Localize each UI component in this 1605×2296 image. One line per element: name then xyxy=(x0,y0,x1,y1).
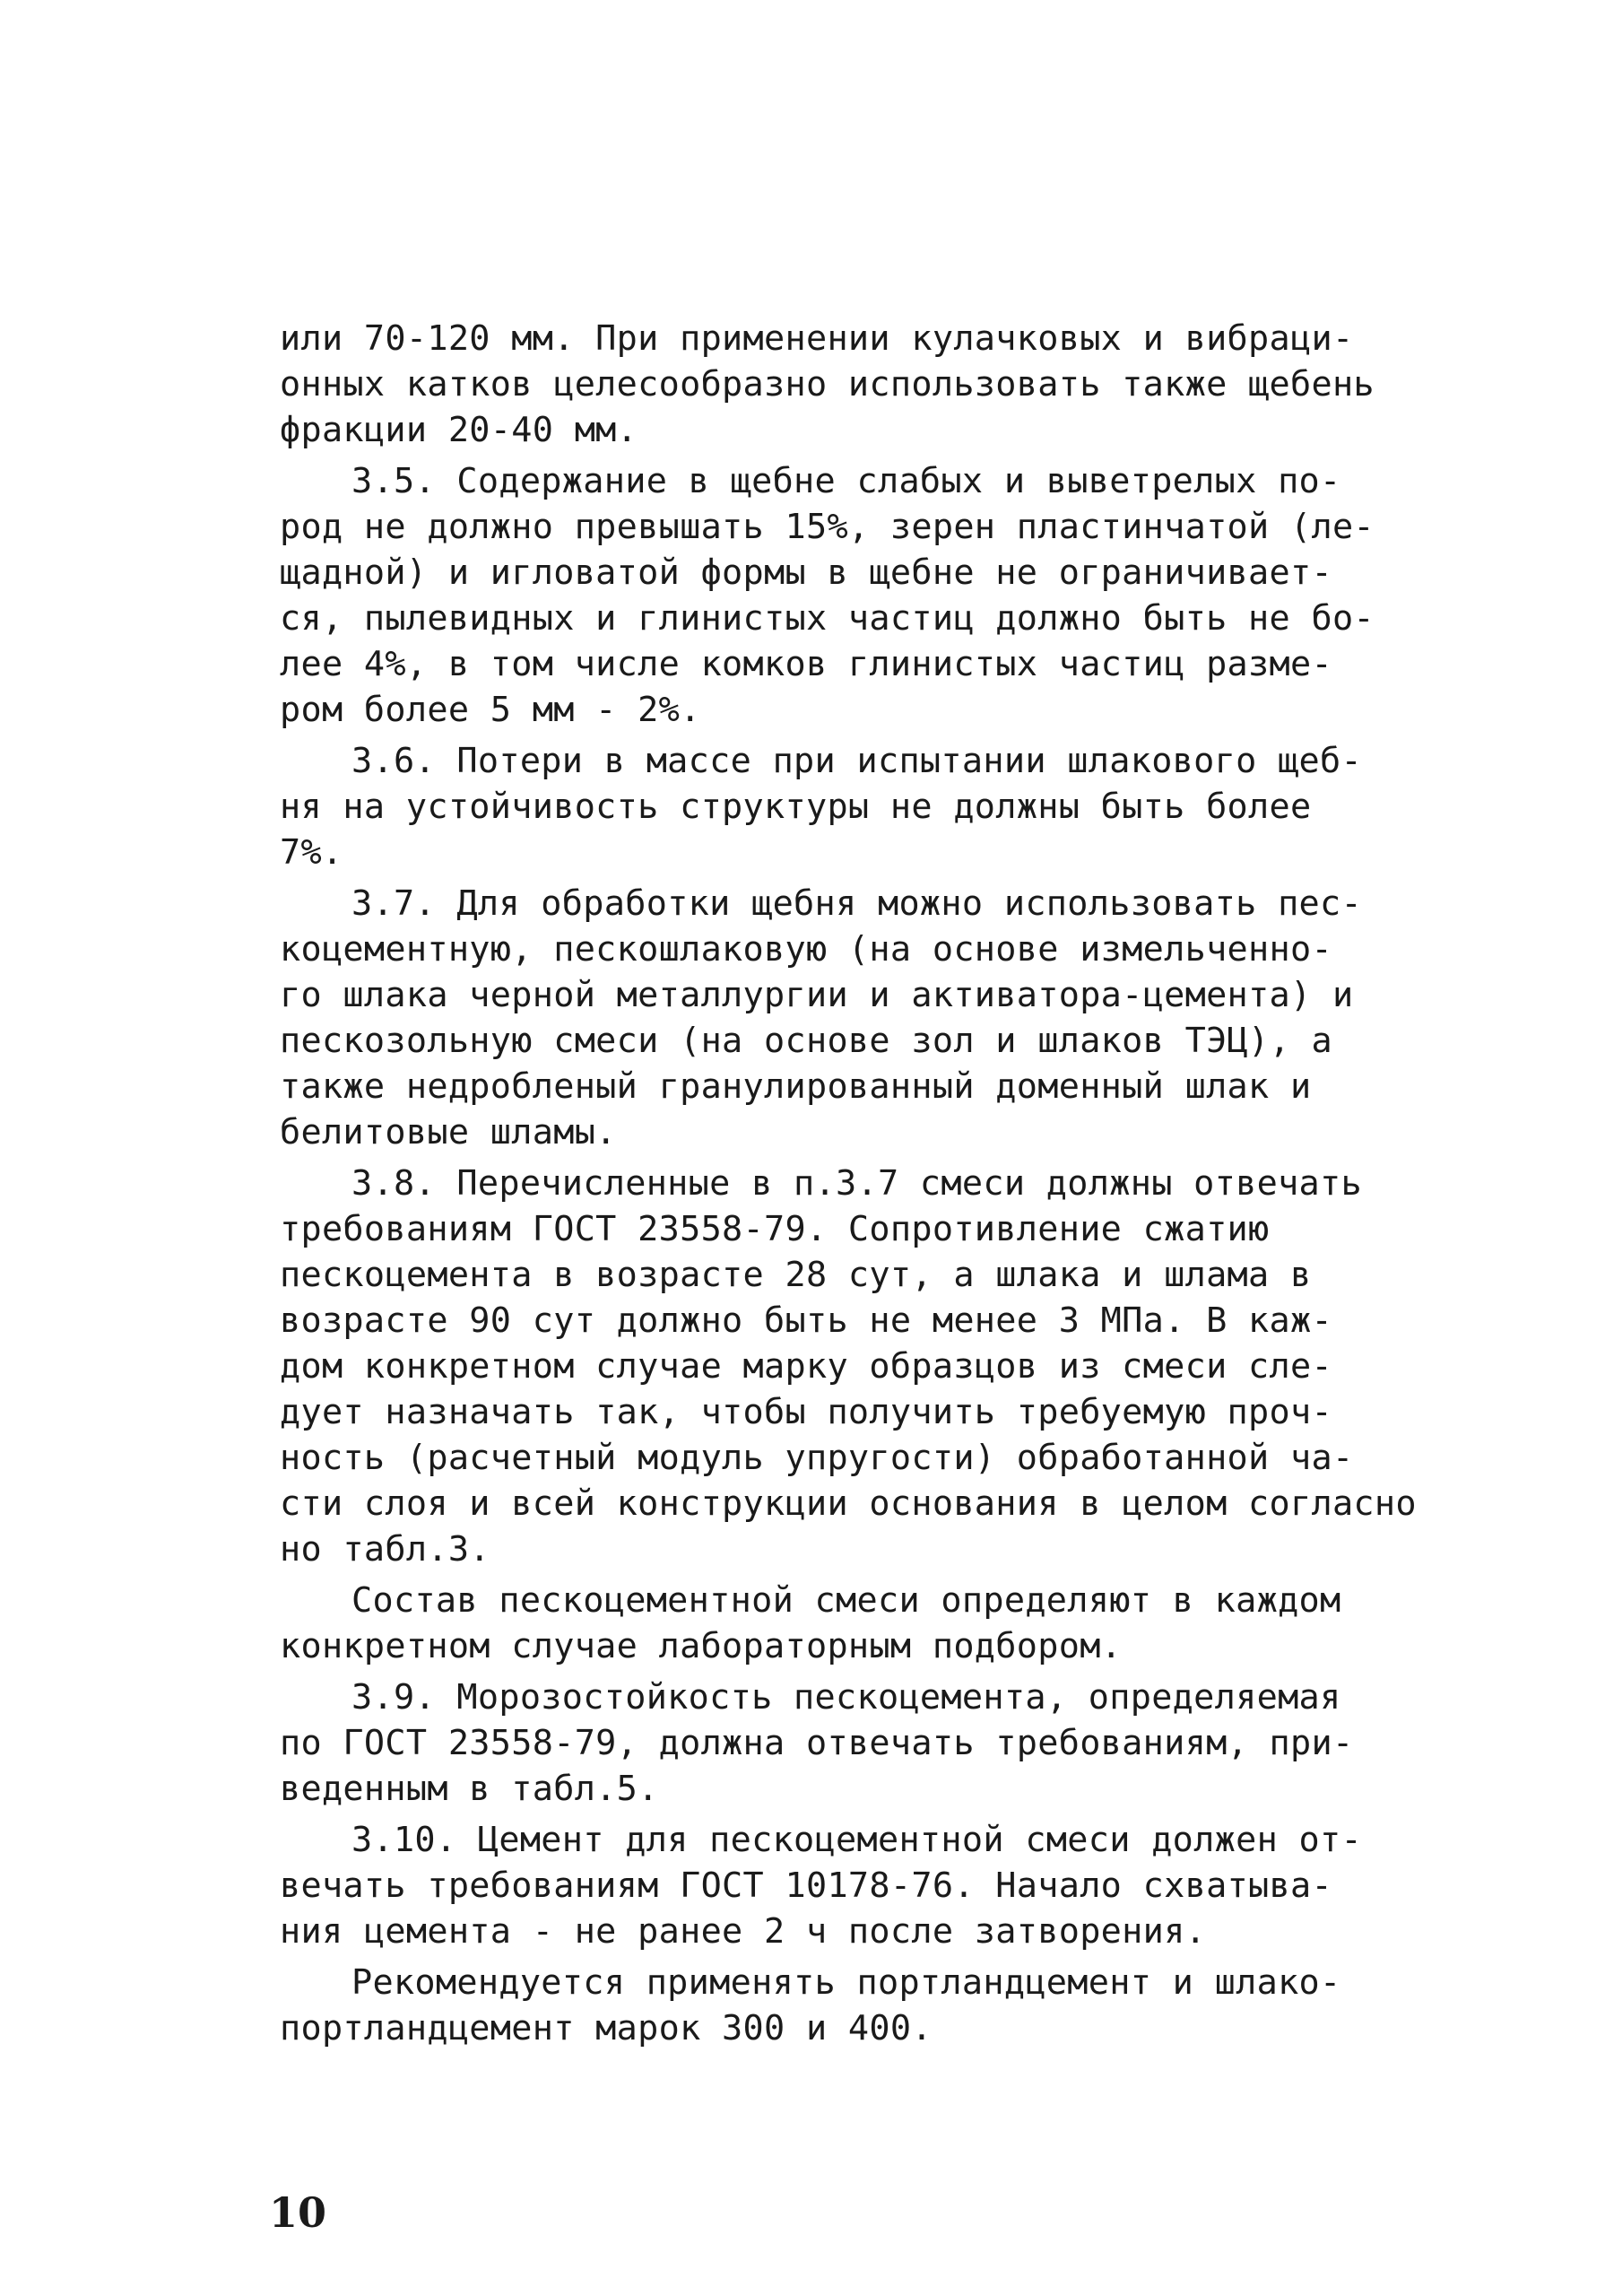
text-line: ность (расчетный модуль упругости) обработанной ча- xyxy=(280,1438,1354,1478)
text-line: конкретном случае лабораторным подбором. xyxy=(280,1626,1123,1666)
text-line: по ГОСТ 23558-79, должна отвечать требованиям, при- xyxy=(280,1723,1354,1763)
text-line: веденным в табл.5. xyxy=(280,1769,659,1809)
text-line: сти слоя и всей конструкции основания в целом согласно xyxy=(280,1483,1417,1524)
text-line: го шлака черной металлургии и активатора-цемента) и xyxy=(280,975,1354,1015)
text-line: онных катков целесообразно использовать также щебень xyxy=(280,364,1375,404)
text-line: но табл.3. xyxy=(280,1529,490,1570)
text-line: пескозольную смеси (на основе зол и шлаков ТЭЦ), а xyxy=(280,1021,1332,1061)
text-line: дует назначать так, чтобы получить требуемую проч- xyxy=(280,1392,1332,1432)
paragraph-3-8-start: 3.8. Перечисленные в п.3.7 смеси должны отвечать xyxy=(351,1163,1362,1204)
text-line: также недробленый гранулированный доменный шлак и xyxy=(280,1066,1312,1107)
text-line: портландцемент марок 300 и 400. xyxy=(280,2008,933,2048)
text-line: фракции 20-40 мм. xyxy=(280,410,638,450)
text-line: вечать требованиям ГОСТ 10178-76. Начало схватыва- xyxy=(280,1866,1332,1906)
text-line: возрасте 90 сут должно быть не менее 3 МПа. В каж- xyxy=(280,1300,1332,1341)
text-line: ся, пылевидных и глинистых частиц должно быть не бо- xyxy=(280,598,1375,639)
text-line: пескоцемента в возрасте 28 сут, а шлака и шлама в xyxy=(280,1255,1312,1295)
text-line: род не должно превышать 15%, зерен пластинчатой (ле- xyxy=(280,507,1375,547)
paragraph-recommendation-start: Рекомендуется применять портландцемент и шлако- xyxy=(351,1962,1341,2003)
text-line: ром более 5 мм - 2%. xyxy=(280,690,701,730)
paragraph-3-5-start: 3.5. Содержание в щебне слабых и выветрелых по- xyxy=(351,461,1341,501)
text-line: белитовые шламы. xyxy=(280,1112,617,1152)
text-line: щадной) и игловатой формы в щебне не ограничивает- xyxy=(280,552,1332,593)
text-line: дом конкретном случае марку образцов из смеси сле- xyxy=(280,1346,1332,1387)
text-line: или 70-120 мм. При применении кулачковых и вибраци- xyxy=(280,318,1354,359)
text-line: ня на устойчивость структуры не должны быть более xyxy=(280,787,1312,827)
text-line: требованиям ГОСТ 23558-79. Сопротивление сжатию xyxy=(280,1209,1270,1249)
text-line: коцементную, пескошлаковую (на основе измельченно- xyxy=(280,929,1332,970)
text-line: ния цемента - не ранее 2 ч после затворения. xyxy=(280,1911,1207,1952)
paragraph-3-6-start: 3.6. Потери в массе при испытании шлакового щеб- xyxy=(351,741,1362,781)
paragraph-3-9-start: 3.9. Морозостойкость пескоцемента, определяемая xyxy=(351,1677,1341,1718)
body-text xyxy=(280,316,1445,2051)
text-line: 7%. xyxy=(280,832,343,873)
page-number: 10 xyxy=(269,2188,327,2237)
paragraph-3-10-start: 3.10. Цемент для пескоцементной смеси должен от- xyxy=(351,1820,1362,1860)
paragraph-3-7-start: 3.7. Для обработки щебня можно использовать пес- xyxy=(351,883,1362,924)
text-line: лее 4%, в том числе комков глинистых частиц разме- xyxy=(280,644,1332,684)
paragraph-composition-start: Состав пескоцементной смеси определяют в каждом xyxy=(351,1580,1341,1621)
